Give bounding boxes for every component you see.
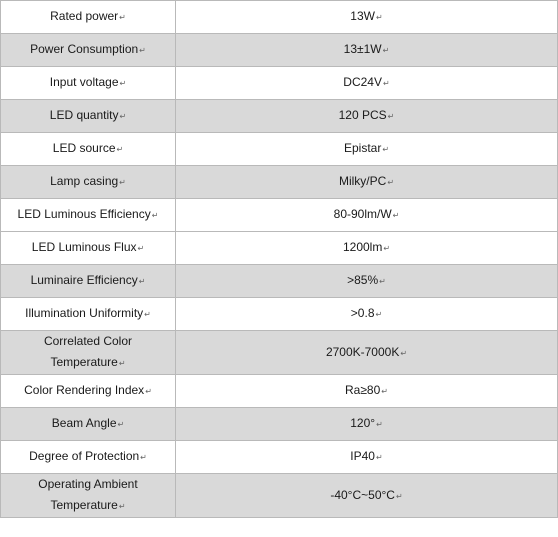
- spec-value-text: >0.8: [350, 306, 375, 320]
- spec-value-text: DC24V: [343, 75, 382, 89]
- spec-label: [1, 100, 176, 133]
- spec-value: [176, 474, 558, 518]
- paragraph-mark-icon: ↵: [382, 145, 390, 154]
- spec-label-text: LED quantity: [49, 108, 119, 122]
- paragraph-mark-icon: ↵: [118, 502, 126, 511]
- table-row: [1, 331, 558, 375]
- paragraph-mark-icon: ↵: [387, 112, 395, 121]
- spec-label-text: Beam Angle: [51, 416, 117, 430]
- paragraph-mark-icon: ↵: [137, 244, 145, 253]
- spec-label-text: LED Luminous Flux: [31, 240, 137, 254]
- spec-value-text: 13±1W: [343, 42, 382, 56]
- paragraph-mark-icon: ↵: [395, 491, 403, 501]
- spec-label-text: Luminaire Efficiency: [30, 273, 138, 287]
- paragraph-mark-icon: ↵: [375, 453, 383, 462]
- paragraph-mark-icon: ↵: [145, 387, 152, 396]
- table-row: [1, 375, 558, 408]
- spec-label: [1, 441, 176, 474]
- paragraph-mark-icon: ↵: [119, 13, 126, 22]
- paragraph-mark-icon: ↵: [379, 277, 386, 286]
- paragraph-mark-icon: ↵: [381, 387, 388, 396]
- spec-value: [176, 232, 558, 265]
- spec-value: [176, 441, 558, 474]
- spec-value: [176, 34, 558, 67]
- table-row: [1, 34, 558, 67]
- spec-value-text: 120°: [350, 416, 376, 430]
- spec-value-text: 120 PCS: [338, 108, 387, 122]
- table-row: [1, 265, 558, 298]
- spec-value-text: 13W: [350, 9, 375, 23]
- spec-value: [176, 100, 558, 133]
- paragraph-mark-icon: ↵: [116, 145, 124, 154]
- paragraph-mark-icon: ↵: [382, 46, 390, 55]
- spec-label-text: LED source: [52, 141, 116, 155]
- spec-value: [176, 133, 558, 166]
- paragraph-mark-icon: ↵: [151, 211, 159, 220]
- paragraph-mark-icon: ↵: [387, 178, 395, 187]
- spec-label: [1, 474, 176, 518]
- table-row: [1, 232, 558, 265]
- paragraph-mark-icon: ↵: [382, 79, 390, 88]
- spec-value-text: Epistar: [343, 141, 382, 155]
- spec-value: [176, 67, 558, 100]
- paragraph-mark-icon: ↵: [140, 453, 147, 462]
- spec-value-text: 80-90lm/W: [333, 207, 392, 221]
- paragraph-mark-icon: ↵: [144, 310, 151, 319]
- spec-label-text: Correlated Color Temperature: [43, 334, 133, 369]
- spec-label: [1, 1, 176, 34]
- spec-label-text: Lamp casing: [50, 174, 119, 188]
- spec-value: [176, 199, 558, 232]
- spec-value-text: 2700K-7000K: [325, 344, 400, 359]
- table-row: [1, 199, 558, 232]
- table-row: [1, 67, 558, 100]
- spec-value-text: Ra≥80: [345, 383, 381, 397]
- spec-label-text: Input voltage: [49, 75, 119, 89]
- paragraph-mark-icon: ↵: [118, 359, 126, 368]
- table-row: [1, 166, 558, 199]
- spec-value-text: 1200lm: [342, 240, 383, 254]
- paragraph-mark-icon: ↵: [119, 79, 127, 88]
- table-row: [1, 441, 558, 474]
- spec-label-text: Operating Ambient Temperature: [38, 477, 138, 512]
- paragraph-mark-icon: ↵: [400, 348, 408, 358]
- spec-label: [1, 298, 176, 331]
- paragraph-mark-icon: ↵: [117, 420, 125, 429]
- paragraph-mark-icon: ↵: [376, 420, 383, 429]
- table-row: [1, 298, 558, 331]
- spec-value-text: >85%: [347, 273, 379, 287]
- spec-label: [1, 331, 176, 375]
- spec-label: [1, 265, 176, 298]
- spec-value: [176, 331, 558, 375]
- spec-label: [1, 67, 176, 100]
- spec-value: [176, 408, 558, 441]
- spec-label: [1, 375, 176, 408]
- table-row: [1, 408, 558, 441]
- spec-label-text: Degree of Protection: [29, 449, 140, 463]
- spec-value: [176, 1, 558, 34]
- spec-value: [176, 298, 558, 331]
- paragraph-mark-icon: ↵: [392, 211, 400, 220]
- spec-label: [1, 34, 176, 67]
- spec-label: [1, 232, 176, 265]
- spec-value-text: Milky/PC: [338, 174, 387, 188]
- paragraph-mark-icon: ↵: [119, 112, 127, 121]
- paragraph-mark-icon: ↵: [139, 46, 146, 55]
- spec-value: [176, 166, 558, 199]
- spec-value-text: -40°C~50°C: [330, 487, 395, 502]
- paragraph-mark-icon: ↵: [375, 310, 383, 319]
- spec-label-text: Color Rendering Index: [24, 383, 145, 397]
- spec-label: [1, 199, 176, 232]
- paragraph-mark-icon: ↵: [119, 178, 126, 187]
- spec-label: [1, 408, 176, 441]
- spec-label-text: Power Consumption: [30, 42, 139, 56]
- spec-value-text: IP40: [350, 449, 375, 463]
- paragraph-mark-icon: ↵: [375, 13, 383, 22]
- table-row: [1, 133, 558, 166]
- spec-value: [176, 265, 558, 298]
- spec-value: [176, 375, 558, 408]
- table-row: [1, 474, 558, 518]
- spec-label-text: LED Luminous Efficiency: [17, 207, 151, 221]
- table-row: [1, 1, 558, 34]
- table-row: [1, 100, 558, 133]
- spec-label: [1, 166, 176, 199]
- spec-label: [1, 133, 176, 166]
- spec-label-text: Rated power: [50, 9, 119, 23]
- paragraph-mark-icon: ↵: [138, 277, 146, 286]
- paragraph-mark-icon: ↵: [383, 244, 391, 253]
- spec-label-text: Illumination Uniformity: [25, 306, 144, 320]
